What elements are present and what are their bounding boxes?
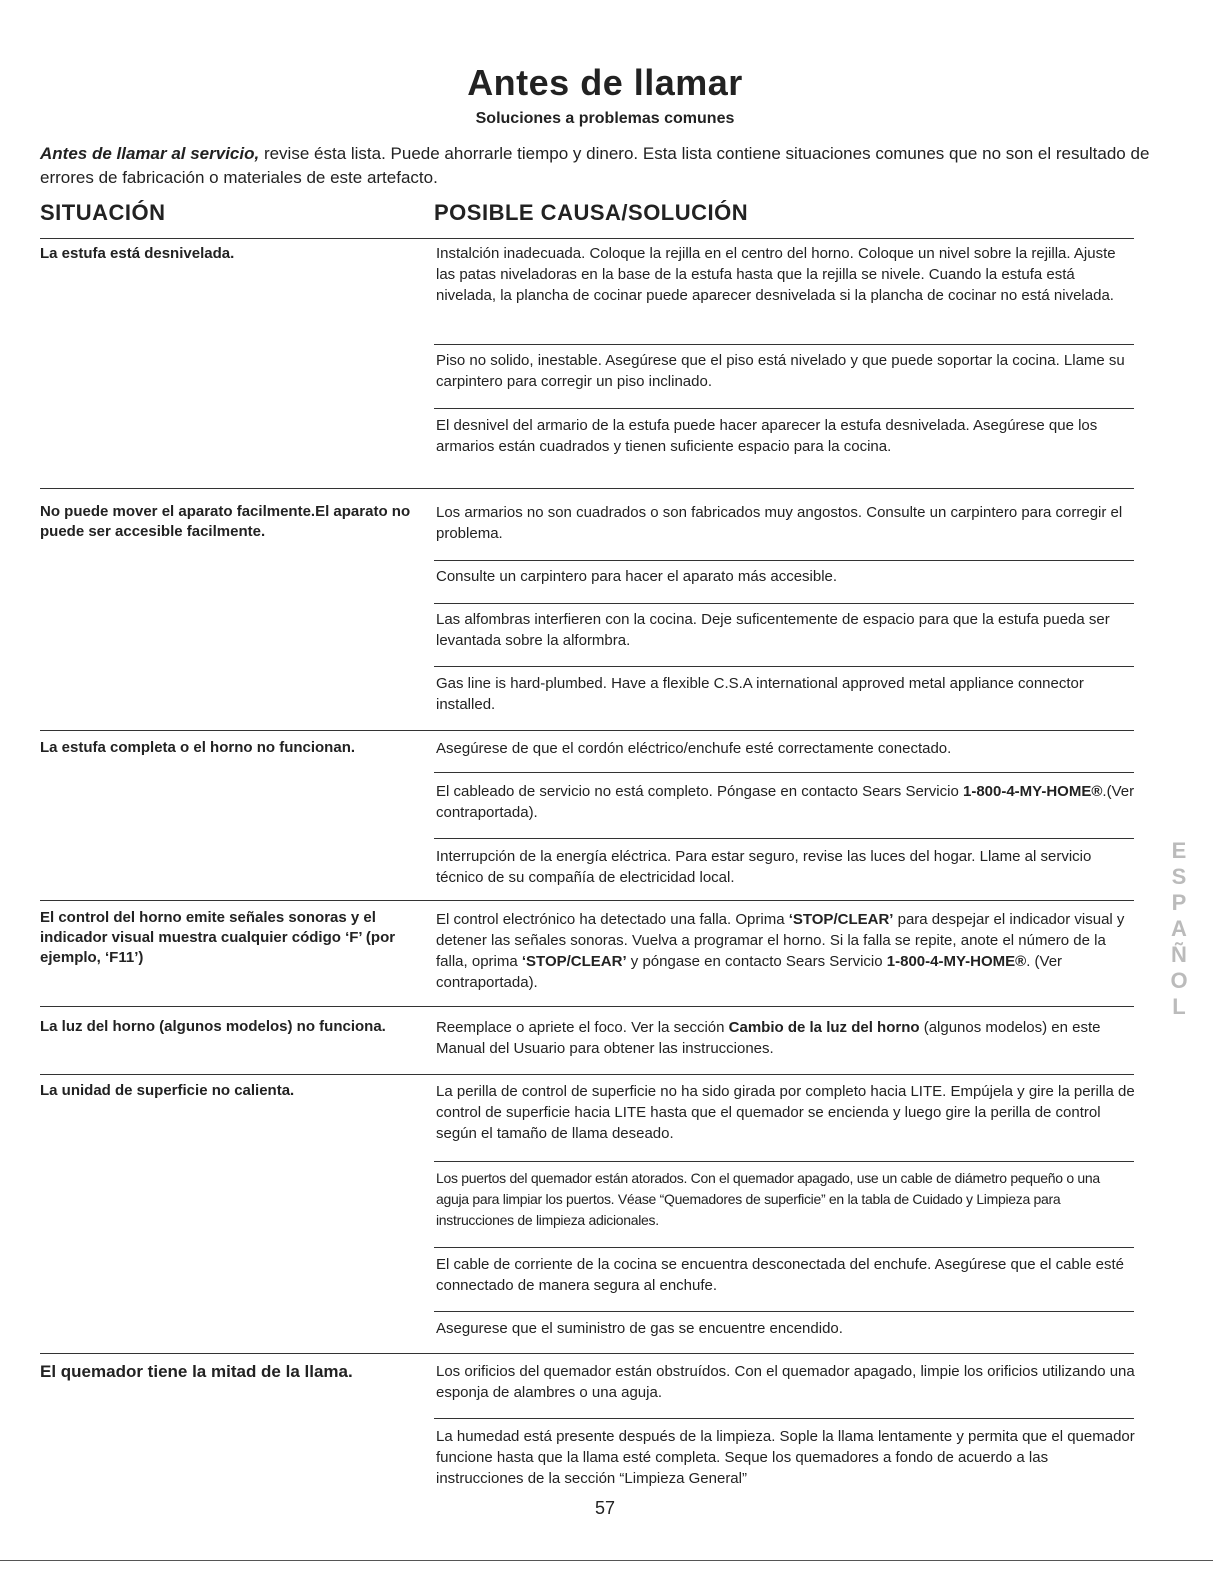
- solution-text: La humedad está presente después de la limpieza. Sople la llama lentamente y permita que el quemador funcione hasta que la llama esté completa. Seque los quemadores a fondo de acuerdo a las instrucciones de la sección “Limpieza General”: [436, 1428, 1135, 1487]
- phone-number: 1-800-4-MY-HOME®: [886, 953, 1027, 970]
- solution-text: Gas line is hard-plumbed. Have a flexible C.S.A international approved metal appliance connector installed.: [436, 675, 1084, 713]
- page-title: Antes de llamar: [467, 62, 743, 103]
- row-divider: [40, 1074, 1134, 1075]
- solution-divider: [434, 838, 1134, 839]
- situation-text: No puede mover el aparato facilmente.El aparato no puede ser accesible facilmente.: [40, 503, 411, 540]
- solution-text: Asegurese que el suministro de gas se encuentre encendido.: [436, 1320, 843, 1337]
- column-header-situation: SITUACIÓN: [40, 200, 166, 225]
- row-divider: [40, 488, 1134, 489]
- solution-part: .(Ver contraportada).: [436, 783, 1135, 821]
- solution-part: para despejar el indicador visual y detener las señales sonoras. Vuelva a programar el horno. Si la falla se repite, anote el número de la falla, oprima: [436, 911, 1125, 970]
- intro-paragraph: [40, 142, 1150, 190]
- solution-part: El control electrónico ha detectado una falla. Oprima: [436, 911, 789, 928]
- row-divider: [40, 238, 1134, 239]
- solution-text: Los orificios del quemador están obstruídos. Con el quemador apagado, limpie los orificios utilizando una esponja de alambres o una aguja.: [436, 1363, 1135, 1401]
- solution-text: [436, 1017, 1136, 1059]
- row-divider: [40, 730, 1134, 731]
- solution-divider: [434, 344, 1134, 345]
- situation-text: El control del horno emite señales sonoras y el indicador visual muestra cualquier código ‘F’ (por ejemplo, ‘F11’): [40, 909, 396, 966]
- solution-text: Piso no solido, inestable. Asegúrese que el piso está nivelado y que puede soportar la cocina. Llame su carpintero para corregir un piso inclinado.: [436, 352, 1125, 390]
- situation-text: La unidad de superficie no calienta.: [40, 1082, 295, 1099]
- solution-divider: [434, 1161, 1134, 1162]
- solution-text: El desnivel del armario de la estufa puede hacer aparecer la estufa desnivelada. Asegúrese que los armarios están cuadrados y tienen suficiente espacio para la cocina.: [436, 417, 1098, 455]
- solution-part: (algunos modelos) en este Manual del Usuario para obtener las instrucciones.: [436, 1019, 1101, 1057]
- manual-page: [40, 0, 1150, 1575]
- column-header-cause: POSIBLE CAUSA/SOLUCIÓN: [434, 200, 749, 225]
- row-divider: [40, 900, 1134, 901]
- solution-divider: [434, 560, 1134, 561]
- row-divider: [40, 1006, 1134, 1007]
- solution-text: Consulte un carpintero para hacer el aparato más accesible.: [436, 568, 838, 585]
- solution-text: Instalción inadecuada. Coloque la rejilla en el centro del horno. Coloque un nivel sobre la rejilla. Ajuste las patas niveladoras en la base de la estufa hasta que la rejilla se nivele. Cuando la estufa está nivelada, la plancha de cocinar puede aparecer desnivelada si la plancha de cocinar no está nivelada.: [436, 245, 1116, 304]
- page-number: 57: [594, 1498, 616, 1518]
- solution-divider: [434, 408, 1134, 409]
- intro-lead: Antes de llamar al servicio,: [40, 144, 260, 163]
- solution-divider: [434, 772, 1134, 773]
- solution-text: Las alfombras interfieren con la cocina. Deje suficentemente de espacio para que la estufa pueda ser levantada sobre la alformbra.: [436, 611, 1110, 649]
- solution-text: Los armarios no son cuadrados o son fabricados muy angostos. Consulte un carpintero para corregir el problema.: [436, 504, 1123, 542]
- solution-part: y póngase en contacto Sears Servicio: [626, 953, 887, 970]
- solution-text: [436, 909, 1136, 993]
- solution-divider: [434, 1247, 1134, 1248]
- intro-text: revise ésta lista. Puede ahorrarle tiempo y dinero. Esta lista contiene situaciones comunes que no son el resultado de errores de fabricación o materiales de este artefacto.: [40, 144, 1150, 187]
- situation-text: El quemador tiene la mitad de la llama.: [40, 1362, 353, 1381]
- solution-part: Reemplace o apriete el foco. Ver la sección: [436, 1019, 729, 1036]
- solution-part: . (Ver contraportada).: [436, 953, 1063, 991]
- side-tab-text: ESPAÑOL: [1170, 838, 1188, 1019]
- situation-text: La estufa está desnivelada.: [40, 245, 235, 262]
- situation-text: La estufa completa o el horno no funcionan.: [40, 739, 356, 756]
- language-side-tab: [1163, 838, 1195, 1020]
- solution-divider: [434, 1311, 1134, 1312]
- page-subtitle: Soluciones a problemas comunes: [475, 110, 735, 127]
- key-label: ‘STOP/CLEAR’: [521, 953, 627, 970]
- solution-text: Interrupción de la energía eléctrica. Para estar seguro, revise las luces del hogar. Llame al servicio técnico de su compañía de electricidad local.: [436, 848, 1092, 886]
- situation-text: La luz del horno (algunos modelos) no funciona.: [40, 1018, 386, 1035]
- solution-text: Asegúrese de que el cordón eléctrico/enchufe esté correctamente conectado.: [436, 740, 952, 757]
- key-label: ‘STOP/CLEAR’: [788, 911, 894, 928]
- bottom-rule: [0, 1560, 1213, 1561]
- phone-number: 1-800-4-MY-HOME®: [962, 783, 1103, 800]
- solution-divider: [434, 1418, 1134, 1419]
- solution-text: [436, 781, 1136, 823]
- solution-text: La perilla de control de superficie no ha sido girada por completo hacia LITE. Empújela y gire la perilla de control de superficie hacia LITE hasta que el quemador se encienda y luego gire la perilla de control según el tamaño de llama deseado.: [436, 1083, 1135, 1142]
- solution-divider: [434, 666, 1134, 667]
- row-divider: [40, 1353, 1134, 1354]
- solution-divider: [434, 603, 1134, 604]
- section-reference: Cambio de la luz del horno: [728, 1019, 920, 1036]
- solution-text: Los puertos del quemador están atorados. Con el quemador apagado, use un cable de diámetro pequeño o una aguja para limpiar los puertos. Véase “Quemadores de superficie” en la tabla de Cuidado y Limpieza para instrucciones de limpieza adicionales.: [436, 1170, 1100, 1228]
- solution-part: El cableado de servicio no está completo. Póngase en contacto Sears Servicio: [436, 783, 963, 800]
- solution-text: El cable de corriente de la cocina se encuentra desconectada del enchufe. Asegúrese que el cable esté connectado de manera segura al enchufe.: [436, 1256, 1124, 1294]
